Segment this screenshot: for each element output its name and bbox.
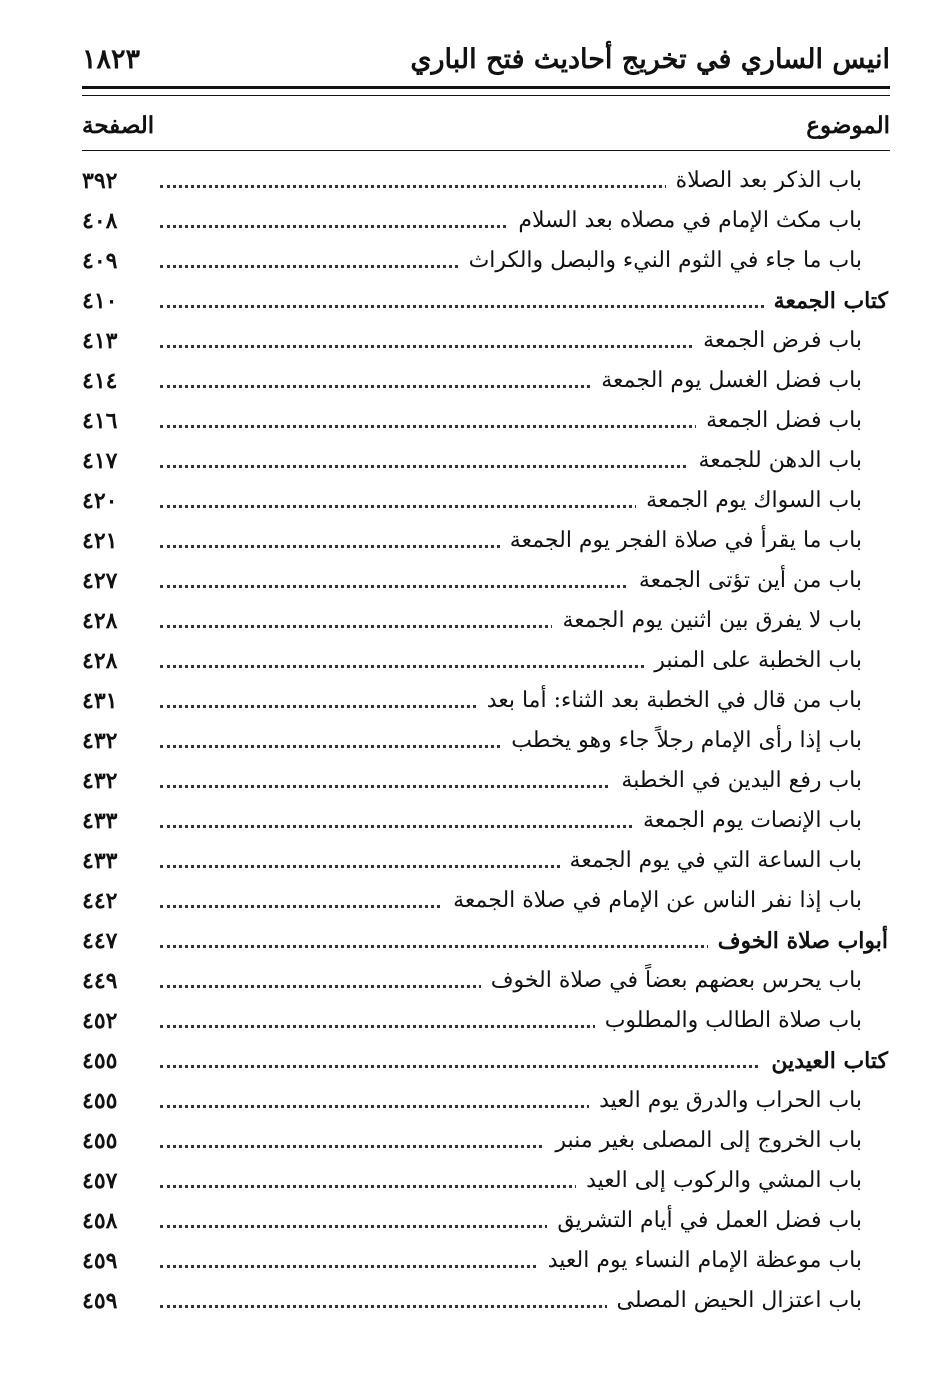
toc-entry [82, 1122, 890, 1162]
toc-entry-page-number: ٤٠٩ [82, 248, 118, 274]
toc-section-heading [82, 922, 890, 962]
toc-entry-title: باب ما جاء في الثوم النيء والبصل والكراث [459, 242, 862, 280]
toc-entry-page-number: ٤٢٠ [82, 488, 118, 514]
toc-entry-page-number: ٤٣٢ [82, 728, 118, 754]
toc-entry-title: باب الساعة التي في يوم الجمعة [560, 842, 862, 880]
toc-entry-page-number: ٤٥٩ [82, 1288, 118, 1314]
toc-entry [82, 1082, 890, 1122]
toc-entry [82, 602, 890, 642]
toc-entry-page-number: ٤١٠ [82, 288, 118, 314]
toc-entry-title: باب إذا نفر الناس عن الإمام في صلاة الجمعة [443, 882, 862, 920]
toc-entry [82, 562, 890, 602]
toc-entry [82, 1002, 890, 1042]
toc-entry [82, 1202, 890, 1242]
toc-entry-title: باب السواك يوم الجمعة [636, 482, 862, 520]
toc-entry-title: باب رفع اليدين في الخطبة [611, 762, 862, 800]
toc-entry [82, 962, 890, 1002]
toc-entry [82, 482, 890, 522]
column-heading-rule [82, 150, 890, 151]
toc-entry-page-number: ٤٥٨ [82, 1208, 118, 1234]
toc-entry [82, 842, 890, 882]
toc-entry-page-number: ٤٥٩ [82, 1248, 118, 1274]
header-rule-thin [82, 95, 890, 96]
toc-entry-page-number: ٤١٤ [82, 368, 118, 394]
toc-entry-title: باب فضل الغسل يوم الجمعة [591, 362, 862, 400]
toc-entry-title: باب الذكر بعد الصلاة [666, 162, 862, 200]
toc-entry-page-number: ٤٣١ [82, 688, 118, 714]
toc-entry [82, 362, 890, 402]
column-page-heading: الصفحة [82, 112, 155, 139]
running-head [82, 40, 890, 80]
toc-entry-page-number: ٤٤٧ [82, 928, 118, 954]
toc-entry [82, 322, 890, 362]
toc-entry [82, 522, 890, 562]
toc-entry-page-number: ٤٣٢ [82, 768, 118, 794]
toc-entry [82, 442, 890, 482]
toc-entry [82, 1162, 890, 1202]
toc-entry-title: باب من قال في الخطبة بعد الثناء: أما بعد [477, 682, 862, 720]
toc-entry-title: باب المشي والركوب إلى العيد [576, 1162, 862, 1200]
toc-entry-page-number: ٤١٦ [82, 408, 118, 434]
dot-leader [160, 1065, 860, 1068]
toc-entry-title: باب ما يقرأ في صلاة الفجر يوم الجمعة [500, 522, 862, 560]
toc-entry-title: باب الإنصات يوم الجمعة [633, 802, 862, 840]
book-title: انيس الساري في تخريج أحاديث فتح الباري [410, 44, 890, 75]
toc-entry-page-number: ٤٥٥ [82, 1088, 118, 1114]
toc-section-heading [82, 282, 890, 322]
toc-entry-title: باب اعتزال الحيض المصلى [607, 1282, 862, 1320]
toc-entry-title: باب الدهن للجمعة [688, 442, 862, 480]
toc-entry-page-number: ٣٩٢ [82, 168, 118, 194]
toc-entry-page-number: ٤٣٣ [82, 808, 118, 834]
toc-section-heading [82, 1042, 890, 1082]
column-headings [82, 108, 890, 144]
toc-entry-title: أبواب صلاة الخوف [708, 922, 888, 960]
toc-entry [82, 402, 890, 442]
toc-entry-title: باب فضل الجمعة [696, 402, 862, 440]
toc-entry [82, 882, 890, 922]
toc-entry-title: باب مكث الإمام في مصلاه بعد السلام [508, 202, 862, 240]
toc-entry-page-number: ٤٥٥ [82, 1048, 118, 1074]
toc-entry [82, 162, 890, 202]
toc-entry-page-number: ٤٤٩ [82, 968, 118, 994]
dot-leader [160, 305, 860, 308]
toc-entry [82, 762, 890, 802]
toc-entry [82, 1282, 890, 1322]
page-number: ١٨٢٣ [82, 44, 141, 75]
toc-entry [82, 242, 890, 282]
toc-entry-title: كتاب الجمعة [764, 282, 888, 320]
toc-entry-page-number: ٤٥٢ [82, 1008, 118, 1034]
toc-entry-page-number: ٤٣٣ [82, 848, 118, 874]
toc-entry-page-number: ٤٥٥ [82, 1128, 118, 1154]
toc-entry-title: باب الخروج إلى المصلى بغير منبر [545, 1122, 862, 1160]
toc-entry-title: باب الحراب والدرق يوم العيد [589, 1082, 862, 1120]
toc-entry-title: باب فرض الجمعة [693, 322, 862, 360]
toc-entry-page-number: ٤٠٨ [82, 208, 118, 234]
toc-entry-page-number: ٤١٧ [82, 448, 118, 474]
toc-entry-page-number: ٤٢٧ [82, 568, 118, 594]
toc-entry-title: باب من أين تؤتى الجمعة [629, 562, 862, 600]
toc-entry-page-number: ٤٢١ [82, 528, 118, 554]
toc-entry [82, 722, 890, 762]
toc-entry-page-number: ٤٢٨ [82, 608, 118, 634]
toc-entry-title: كتاب العيدين [761, 1042, 888, 1080]
toc-entry [82, 642, 890, 682]
toc-entry-title: باب فضل العمل في أيام التشريق [547, 1202, 862, 1240]
toc-entry-title: باب إذا رأى الإمام رجلاً جاء وهو يخطب [501, 722, 862, 760]
toc-entry-title: باب صلاة الطالب والمطلوب [595, 1002, 862, 1040]
toc-entry-title: باب موعظة الإمام النساء يوم العيد [538, 1242, 862, 1280]
toc-entry [82, 1242, 890, 1282]
toc-entry [82, 802, 890, 842]
table-of-contents [82, 162, 890, 1322]
toc-entry [82, 202, 890, 242]
column-topic-heading: الموضوع [806, 112, 890, 139]
toc-entry-page-number: ٤٥٧ [82, 1168, 118, 1194]
toc-entry-title: باب لا يفرق بين اثنين يوم الجمعة [552, 602, 862, 640]
toc-entry [82, 682, 890, 722]
toc-entry-page-number: ٤٤٢ [82, 888, 118, 914]
toc-entry-page-number: ٤١٣ [82, 328, 118, 354]
toc-entry-page-number: ٤٢٨ [82, 648, 118, 674]
toc-entry-title: باب الخطبة على المنبر [644, 642, 862, 680]
toc-entry-title: باب يحرس بعضهم بعضاً في صلاة الخوف [481, 962, 862, 1000]
header-rule-thick [82, 86, 890, 89]
